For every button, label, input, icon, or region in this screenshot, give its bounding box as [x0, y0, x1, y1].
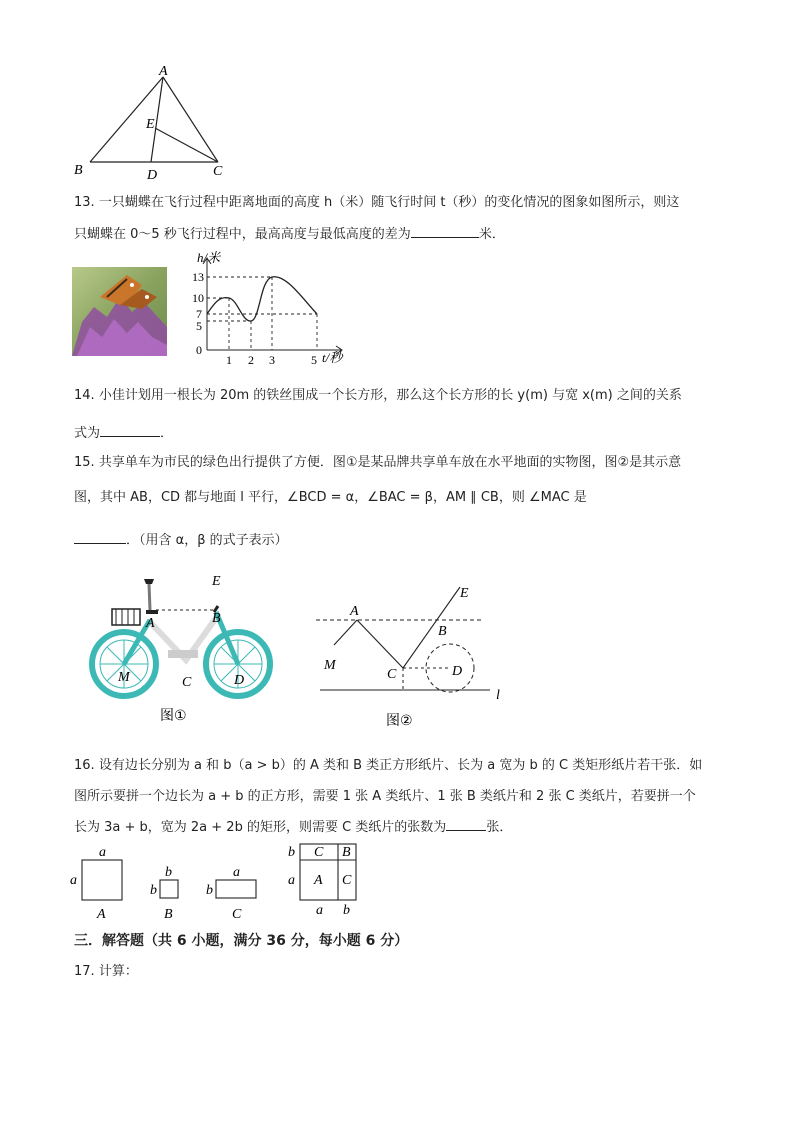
q14-text-1: 小佳计划用一根长为 20m 的铁丝围成一个长方形，那么这个长方形的长 y(m) 与宽 x(m) 之间的关系	[98, 388, 682, 403]
bike-label-M: M	[118, 670, 130, 685]
q16-line2	[74, 787, 696, 807]
shape-B-top: b	[165, 865, 172, 880]
diag-label-M: M	[324, 658, 336, 673]
q13-text-2: 只蝴蝶在 0～5 秒飞行过程中，最高高度与最低高度的差为	[74, 227, 411, 242]
q15-line2	[74, 488, 587, 508]
diag-label-A: A	[350, 604, 359, 619]
q16-text-3-end: 张．	[486, 820, 513, 835]
butterfly-photo	[72, 267, 167, 356]
label-E: E	[146, 117, 155, 132]
q17-text: 计算：	[98, 964, 138, 979]
q13-line2	[74, 223, 505, 245]
fig1-caption: 图①	[160, 708, 187, 724]
diag-label-C: C	[387, 667, 397, 682]
diag-label-E: E	[460, 586, 469, 601]
height-time-graph	[190, 250, 355, 370]
q14-line1	[74, 386, 682, 406]
q17-number: 17.	[74, 964, 95, 979]
label-D: D	[147, 168, 158, 183]
diag-label-l: l	[496, 688, 500, 703]
q16-line1	[74, 756, 702, 776]
diag-label-B: B	[438, 624, 447, 639]
q14-text-2-end: ．	[160, 426, 174, 441]
q16-line3	[74, 816, 512, 838]
y-tick-5: 5	[196, 319, 202, 333]
q15-number: 15.	[74, 455, 95, 470]
q15-text-1: 共享单车为市民的绿色出行提供了方便．图①是某品牌共享单车放在水平地面的实物图，图②是其示意	[98, 455, 682, 470]
shape-C-side: b	[206, 883, 213, 898]
q15-line1	[74, 453, 681, 473]
section-3-title: 三．解答题（共 6 小题，满分 36 分，每小题 6 分）	[74, 933, 409, 949]
y-tick-0: 0	[196, 343, 202, 357]
grid-cell-B: B	[342, 845, 351, 860]
bike-label-A: A	[146, 616, 155, 631]
grid-cell-C-right: C	[342, 873, 352, 888]
bike-label-C: C	[182, 675, 192, 690]
diag-label-D: D	[452, 664, 463, 679]
paper-shapes-figure	[66, 842, 366, 922]
label-B: B	[74, 163, 83, 178]
answer-blank[interactable]	[74, 529, 126, 544]
q15-text-2: 图，其中 AB，CD 都与地面 l 平行，∠BCD = α，∠BAC = β，AM ∥ CB，则 ∠MAC 是	[74, 490, 587, 505]
x-tick-3: 3	[269, 353, 275, 367]
fig2-caption: 图②	[386, 713, 413, 729]
x-tick-5: 5	[311, 353, 317, 367]
label-C: C	[213, 164, 223, 179]
shape-A	[82, 860, 122, 900]
shape-A-top: a	[99, 845, 106, 860]
q16-text-1: 设有边长分别为 a 和 b（a > b）的 A 类和 B 类正方形纸片、长为 a 宽为 b 的 C 类矩形纸片若干张．如	[98, 758, 703, 773]
shape-C	[216, 880, 256, 898]
shape-B-side: b	[150, 883, 157, 898]
shape-B	[160, 880, 178, 898]
guide-lines	[207, 277, 317, 350]
grid-left-a: a	[288, 873, 295, 888]
q16-text-3: 长为 3a + b，宽为 2a + 2b 的矩形，则需要 C 类纸片的张数为	[74, 820, 447, 835]
triangle-figure	[70, 62, 240, 187]
q16-number: 16.	[74, 758, 95, 773]
shape-A-side: a	[70, 873, 77, 888]
y-tick-10: 10	[192, 291, 204, 305]
x-tick-2: 2	[248, 353, 254, 367]
bicycle-schematic	[310, 575, 520, 730]
grid-left-b: b	[288, 845, 295, 860]
bike-label-E: E	[212, 574, 221, 589]
grid-bottom-b: b	[343, 903, 350, 918]
y-tick-7: 7	[196, 307, 202, 321]
answer-blank[interactable]	[100, 422, 160, 437]
y-tick-13: 13	[192, 270, 204, 284]
shape-C-name: C	[232, 907, 242, 922]
label-A: A	[159, 64, 168, 79]
y-axis-label: h/米	[197, 250, 221, 265]
bike-label-D: D	[234, 673, 245, 688]
q15-line3	[74, 529, 288, 551]
q13-text-2-end: 米．	[478, 227, 505, 242]
x-tick-1: 1	[226, 353, 232, 367]
q17-line	[74, 962, 138, 982]
q14-line2	[74, 422, 173, 444]
q13-text-1: 一只蝴蝶在飞行过程中距离地面的高度 h（米）随飞行时间 t（秒）的变化情况的图象如图所示，则这	[98, 195, 680, 210]
q15-text-3: ．（用含 α，β 的式子表示）	[126, 533, 288, 548]
answer-blank[interactable]	[446, 816, 486, 831]
q13-line1	[74, 193, 679, 213]
shape-C-top: a	[233, 865, 240, 880]
shape-A-name: A	[97, 907, 106, 922]
grid-cell-A: A	[314, 873, 323, 888]
bike-label-B: B	[212, 611, 221, 626]
x-axis-label: t/秒	[322, 350, 343, 365]
bicycle-figure	[86, 570, 286, 730]
shape-B-name: B	[164, 907, 173, 922]
grid-cell-C-top: C	[314, 845, 324, 860]
q13-number: 13.	[74, 195, 95, 210]
grid-bottom-a: a	[316, 903, 323, 918]
answer-blank[interactable]	[411, 223, 479, 238]
q14-number: 14.	[74, 388, 95, 403]
q16-text-2: 图所示要拼一个边长为 a + b 的正方形，需要 1 张 A 类纸片、1 张 B 类纸片和 2 张 C 类纸片，若要拼一个	[74, 789, 696, 804]
q14-text-2: 式为	[74, 426, 101, 441]
